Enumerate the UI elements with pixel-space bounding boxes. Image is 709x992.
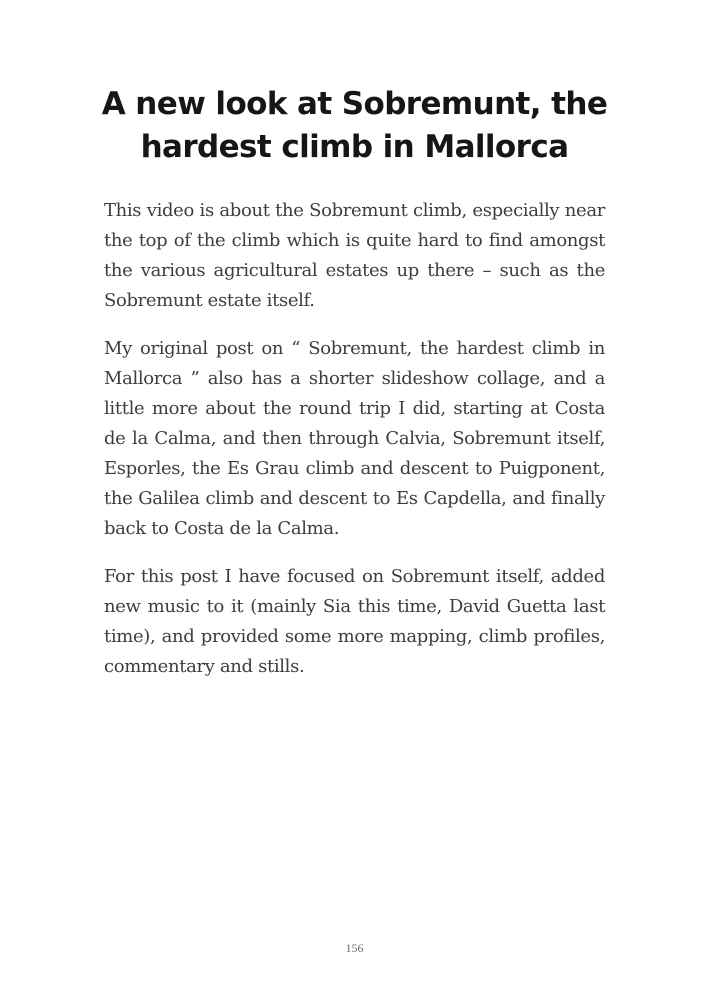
paragraph-1: This video is about the Sobremunt climb, especially near the top of the climb which is quite hard to find amongst the various agricultural estates up there – such as the Sobremunt estate itself. [104,200,605,311]
page-title: A new look at Sobremunt, the hardest climb in Mallorca [101,86,608,165]
page-number: 156 [345,941,364,955]
paragraph-3: For this post I have focused on Sobremunt itself, added new music to it (mainly Sia this time, David Guetta last time), and provided some more mapping, climb profiles, commentary and stills. [104,566,605,677]
article-body [104,196,605,700]
paragraph-2: My original post on “ Sobremunt, the hardest climb in Mallorca ” also has a shorter slideshow collage, and a little more about the round trip I did, starting at Costa de la Calma, and then through Calvia, Sobremunt itself, Esporles, the Es Grau climb and descent to Puigponent, the Galilea climb and descent to Es Capdella, and finally back to Costa de la Calma. [104,338,605,539]
